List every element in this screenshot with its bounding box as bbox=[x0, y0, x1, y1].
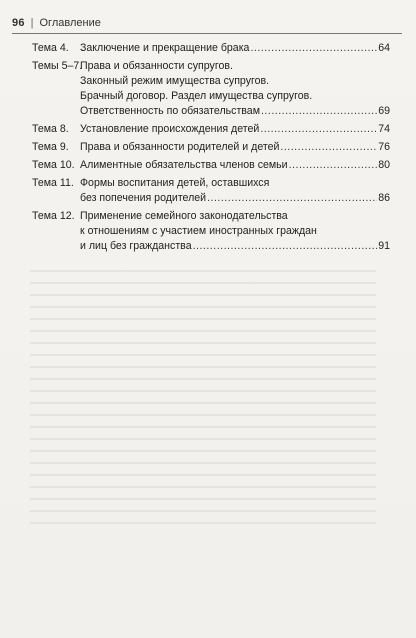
toc-entry bbox=[32, 140, 390, 155]
toc-entry-title bbox=[80, 209, 390, 254]
toc-entry-title bbox=[80, 41, 390, 56]
toc-entry bbox=[32, 176, 390, 206]
toc-entry-title bbox=[80, 158, 390, 173]
toc-entry-label: Тема 8. bbox=[32, 123, 69, 135]
toc-entry-title-line: Законный режим имущества супругов. bbox=[80, 75, 270, 87]
dot-leader bbox=[280, 140, 377, 155]
toc-page-number: 76 bbox=[378, 141, 390, 153]
dot-leader bbox=[250, 41, 377, 56]
toc-entry bbox=[32, 41, 390, 56]
toc-entry-label: Тема 4. bbox=[32, 42, 69, 54]
dot-leader bbox=[207, 191, 377, 206]
toc-page-number: 74 bbox=[378, 123, 390, 135]
toc-entry-label: Тема 12. bbox=[32, 210, 75, 222]
dot-leader bbox=[289, 158, 378, 173]
toc-entry-last-line bbox=[80, 122, 390, 137]
toc-entry-title-line: Установление происхождения детей bbox=[80, 123, 260, 135]
toc-page-number: 80 bbox=[378, 159, 390, 171]
header-title: Оглавление bbox=[39, 17, 101, 29]
toc-entry-title-line: Заключение и прекращение брака bbox=[80, 42, 250, 54]
toc-entry-last-line bbox=[80, 158, 390, 173]
toc-entry-title-line: Формы воспитания детей, оставшихся bbox=[80, 177, 270, 189]
toc-entry-last-line bbox=[80, 191, 390, 206]
toc-entry bbox=[32, 158, 390, 173]
toc-entry-label: Темы 5–7. bbox=[32, 60, 83, 72]
toc-entry bbox=[32, 209, 390, 254]
toc-page-number: 69 bbox=[378, 105, 390, 117]
running-header bbox=[12, 14, 402, 32]
toc-entry-label: Тема 10. bbox=[32, 159, 75, 171]
toc-entry-title bbox=[80, 59, 390, 119]
toc-page-number: 86 bbox=[378, 192, 390, 204]
toc-entry-label: Тема 11. bbox=[32, 177, 74, 189]
page-number: 96 bbox=[12, 17, 25, 29]
toc-entry-title-line: без попечения родителей bbox=[80, 192, 207, 204]
dot-leader bbox=[260, 122, 377, 137]
toc-entry-title-line: Права и обязанности родителей и детей bbox=[80, 141, 280, 153]
toc-entry-last-line bbox=[80, 104, 390, 119]
toc-entry-title-line: Брачный договор. Раздел имущества супругов. bbox=[80, 90, 313, 102]
table-of-contents bbox=[32, 41, 390, 257]
toc-entry-title bbox=[80, 122, 390, 137]
bleed-through-texture bbox=[30, 260, 376, 608]
header-separator: | bbox=[30, 17, 34, 29]
toc-entry-last-line bbox=[80, 239, 390, 254]
toc-entry-last-line bbox=[80, 41, 390, 56]
toc-entry bbox=[32, 59, 390, 119]
toc-entry-last-line bbox=[80, 140, 390, 155]
toc-entry-title-line: Ответственность по обязательствам bbox=[80, 105, 260, 117]
dot-leader bbox=[261, 104, 377, 119]
toc-entry-title-line: и лиц без гражданства bbox=[80, 240, 192, 252]
toc-page-number: 64 bbox=[378, 42, 390, 54]
header-rule bbox=[12, 33, 402, 34]
dot-leader bbox=[193, 239, 378, 254]
toc-entry-title-line: к отношениям с участием иностранных граждан bbox=[80, 225, 317, 237]
toc-entry-label: Тема 9. bbox=[32, 141, 69, 153]
toc-page-number: 91 bbox=[378, 240, 390, 252]
toc-entry-title bbox=[80, 176, 390, 206]
toc-entry-title-line: Применение семейного законодательства bbox=[80, 210, 288, 222]
toc-entry bbox=[32, 122, 390, 137]
toc-entry-title-line: Права и обязанности супругов. bbox=[80, 60, 233, 72]
toc-entry-title bbox=[80, 140, 390, 155]
toc-entry-title-line: Алиментные обязательства членов семьи bbox=[80, 159, 288, 171]
